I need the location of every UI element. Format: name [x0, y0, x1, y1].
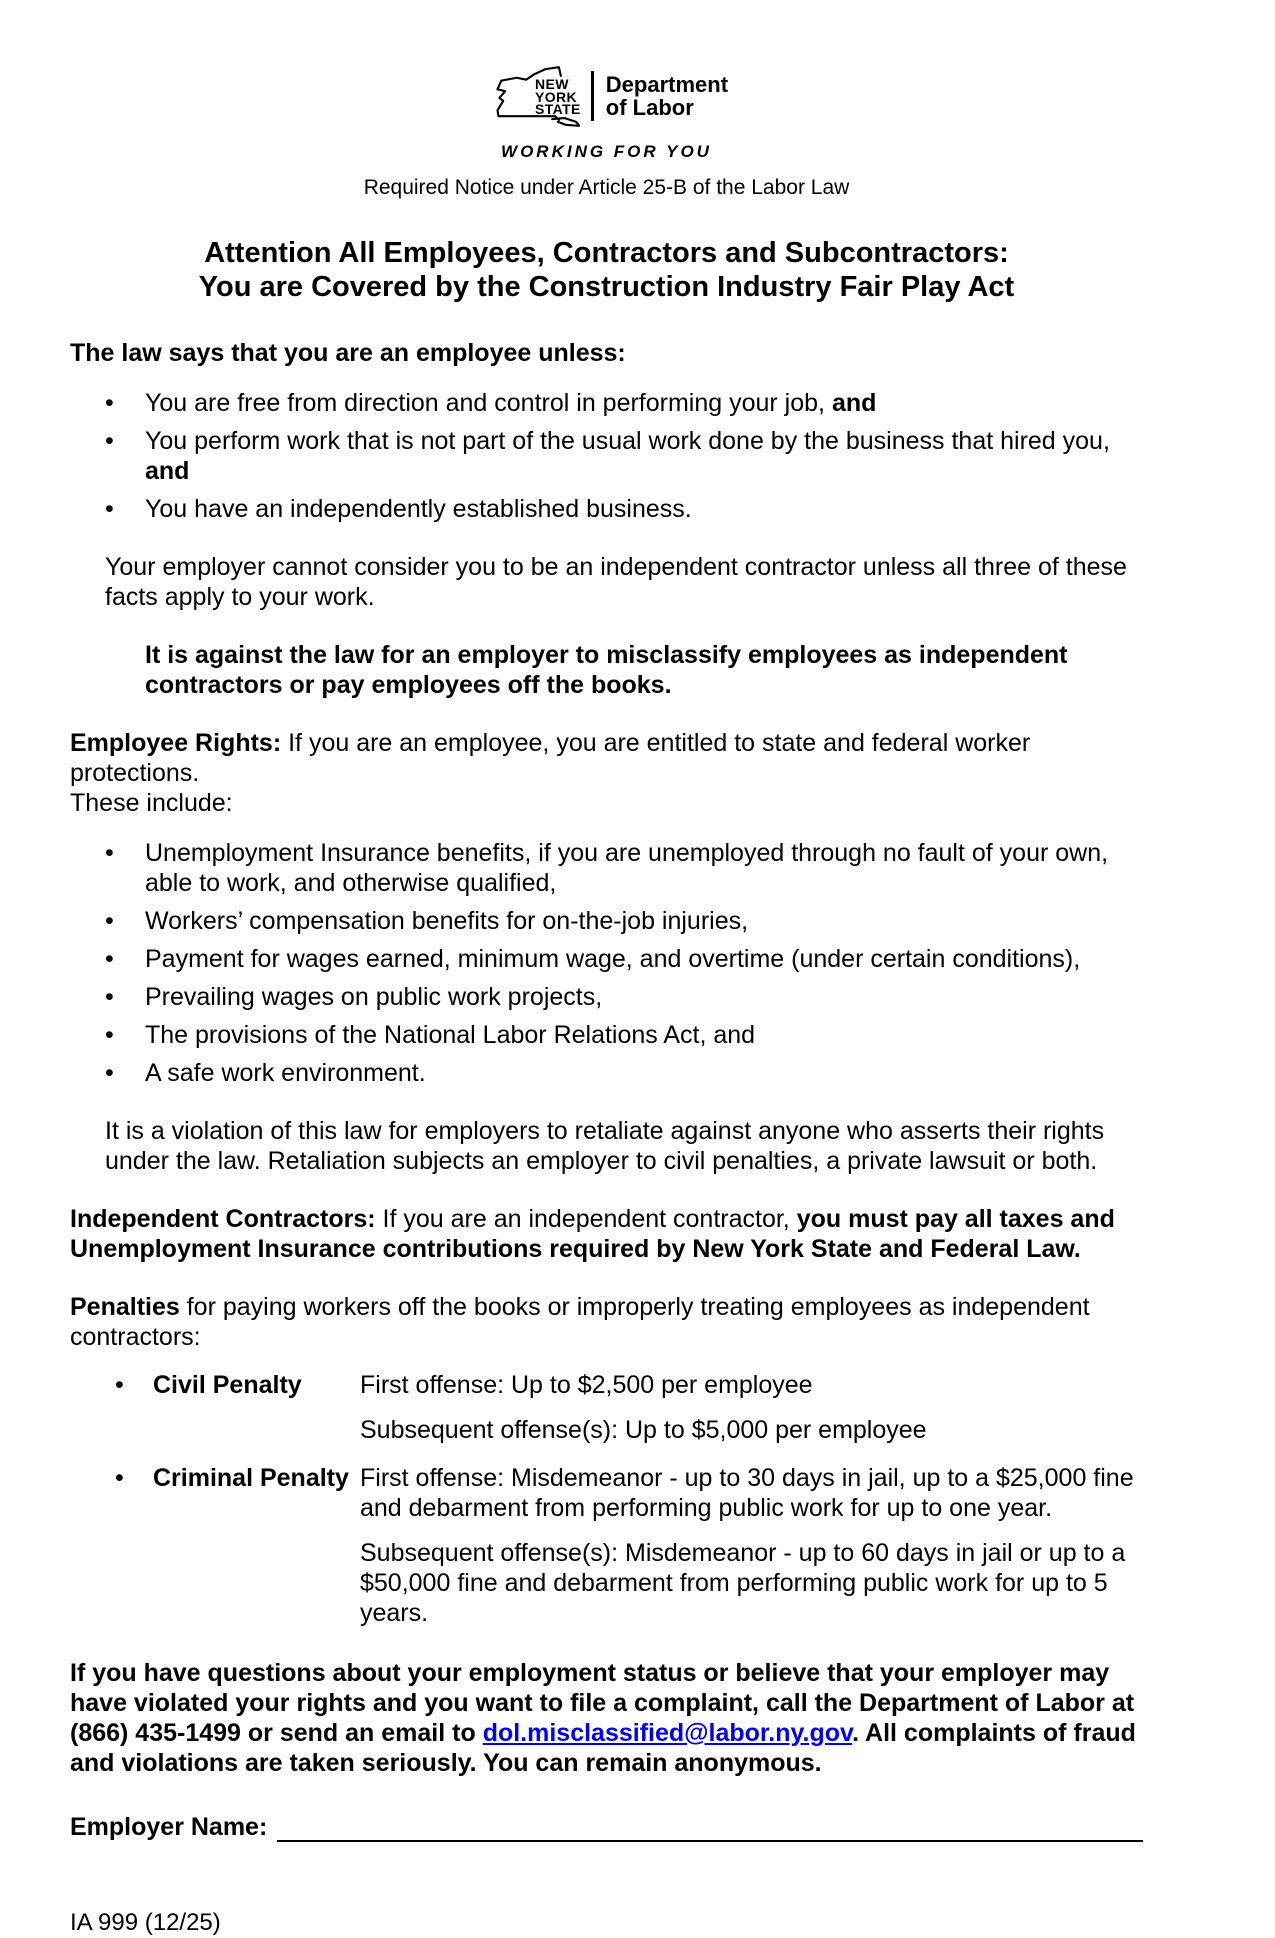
bullet-icon: • — [105, 1021, 114, 1049]
bullet-icon: • — [105, 495, 114, 523]
list-item-text-bold: and — [831, 389, 877, 417]
law-section-heading: The law says that you are an employee unless: — [70, 339, 626, 367]
retaliation-paragraph: It is a violation of this law for employers to retaliate against anyone who asserts their rights under the law. Retaliation subjects an employer to civil penalties, a private lawsuit or both. — [105, 1117, 1105, 1175]
complaint-text-after-link: . All complaints of fraud and violations are taken seriously. You can remain anonymous. — [70, 1719, 1136, 1777]
list-item-text-bold: and — [145, 457, 190, 485]
independent-contractors-bold-text: you must pay all taxes and Unemployment Insurance contributions required by New York State and Federal Law. — [70, 1205, 1115, 1263]
criminal-first-offense: First offense: Misdemeanor - up to 30 days in jail, up to a $25,000 fine and debarment from performing public work for up to one year. — [360, 1464, 1134, 1522]
complaint-paragraph — [70, 1658, 1143, 1778]
email-link[interactable]: dol.misclassified@labor.ny.gov — [482, 1719, 853, 1747]
civil-subsequent-offense: Subsequent offense(s): Up to $5,000 per employee — [360, 1416, 927, 1444]
logo-divider — [591, 71, 594, 121]
list-item — [105, 982, 1143, 1012]
form-code: IA 999 (12/25) — [70, 1909, 221, 1936]
logo-state-name — [535, 78, 581, 116]
list-item-text — [145, 426, 1143, 486]
employee-rights-list — [70, 838, 1143, 1088]
independent-contractors-label: Independent Contractors: — [70, 1205, 376, 1233]
civil-penalty-row — [115, 1370, 1143, 1445]
list-item — [105, 1020, 1143, 1050]
logo-department-line: Department — [605, 72, 729, 97]
logo-department-line: of Labor — [605, 95, 694, 120]
employer-name-row — [70, 1812, 1143, 1842]
bullet-icon: • — [105, 1059, 114, 1087]
logo-department-name — [606, 73, 728, 119]
employer-name-label: Employer Name: — [70, 1813, 268, 1841]
bullet-icon: • — [115, 1371, 124, 1399]
three-facts-paragraph: Your employer cannot consider you to be an independent contractor unless all three of these facts apply to your work. — [105, 553, 1127, 611]
list-item-text-normal: You are free from direction and control in performing your job, — [145, 389, 832, 417]
list-item — [105, 1058, 1143, 1088]
required-notice-line: Required Notice under Article 25-B of the Labor Law — [363, 176, 850, 199]
civil-penalty-label: Civil Penalty — [153, 1371, 302, 1399]
page-title-line-1: Attention All Employees, Contractors and Subcontractors: — [204, 237, 1009, 269]
bullet-icon: • — [115, 1464, 124, 1492]
criminal-penalty-offenses — [360, 1463, 1143, 1628]
employee-rights-intro-text: If you are an employee, you are entitled to state and federal worker protections. — [70, 729, 1031, 787]
list-item-text: Payment for wages earned, minimum wage, and overtime (under certain conditions), — [145, 945, 1081, 973]
employer-name-blank[interactable] — [277, 1812, 1143, 1842]
penalties-intro — [70, 1292, 1143, 1352]
criminal-subsequent-offense: Subsequent offense(s): Misdemeanor - up to 60 days in jail or up to a $50,000 fine and debarment from performing public work for up to 5 years. — [360, 1539, 1126, 1627]
bullet-icon: • — [105, 427, 114, 455]
list-item-text — [145, 388, 1143, 418]
civil-penalty-offenses — [360, 1370, 1143, 1445]
nysdol-logo — [70, 64, 1143, 128]
civil-first-offense: First offense: Up to $2,500 per employee — [360, 1371, 813, 1399]
logo-tagline: WORKING FOR YOU — [501, 142, 712, 161]
criminal-penalty-row — [115, 1463, 1143, 1628]
list-item-text: Unemployment Insurance benefits, if you are unemployed through no fault of your own, able to work, and otherwise qualified, — [145, 839, 1109, 897]
list-item — [105, 838, 1143, 898]
independent-contractors-paragraph — [70, 1204, 1143, 1264]
misclassification-warning: It is against the law for an employer to misclassify employees as independent contractors or pay employees off the books. — [145, 641, 1068, 699]
complaint-text-before-link: If you have questions about your employment status or believe that your employer may have violated your rights and you want to file a complaint, call the Department of Labor at (866) 435-1499 or send an email to — [70, 1659, 1135, 1747]
list-item — [105, 906, 1143, 936]
page-title-line-2: You are Covered by the Construction Industry Fair Play Act — [198, 271, 1015, 303]
bullet-icon: • — [105, 389, 114, 417]
bullet-icon: • — [105, 839, 114, 867]
independent-contractors-text: If you are an independent contractor, — [375, 1205, 797, 1233]
bullet-icon: • — [105, 945, 114, 973]
list-item — [105, 494, 1143, 524]
list-item-text: Prevailing wages on public work projects, — [145, 983, 603, 1011]
list-item-text-normal: You have an independently established business. — [145, 495, 692, 523]
law-bullet-list — [70, 388, 1143, 524]
list-item-text — [145, 494, 1143, 524]
logo-state-line: YORK — [534, 88, 578, 105]
employee-rights-intro-line2: These include: — [70, 789, 233, 817]
list-item-text: The provisions of the National Labor Relations Act, and — [145, 1021, 756, 1049]
logo-state-line: STATE — [534, 101, 581, 118]
penalties-label: Penalties — [70, 1293, 180, 1321]
employee-rights-label: Employee Rights: — [70, 729, 282, 757]
bullet-icon: • — [105, 907, 114, 935]
list-item-text-normal: You perform work that is not part of the usual work done by the business that hired you, — [145, 427, 1110, 455]
list-item — [105, 944, 1143, 974]
document-header — [70, 64, 1143, 200]
bullet-icon: • — [105, 983, 114, 1011]
list-item — [105, 388, 1143, 418]
employee-rights-intro — [70, 728, 1143, 818]
criminal-penalty-label: Criminal Penalty — [153, 1464, 349, 1492]
list-item-text: A safe work environment. — [145, 1059, 426, 1087]
list-item — [105, 426, 1143, 486]
penalties-intro-text: for paying workers off the books or improperly treating employees as independent contractors: — [70, 1293, 1090, 1351]
page-title — [70, 236, 1143, 304]
list-item-text: Workers’ compensation benefits for on-the-job injuries, — [145, 907, 749, 935]
logo-state-line: NEW — [534, 76, 569, 93]
